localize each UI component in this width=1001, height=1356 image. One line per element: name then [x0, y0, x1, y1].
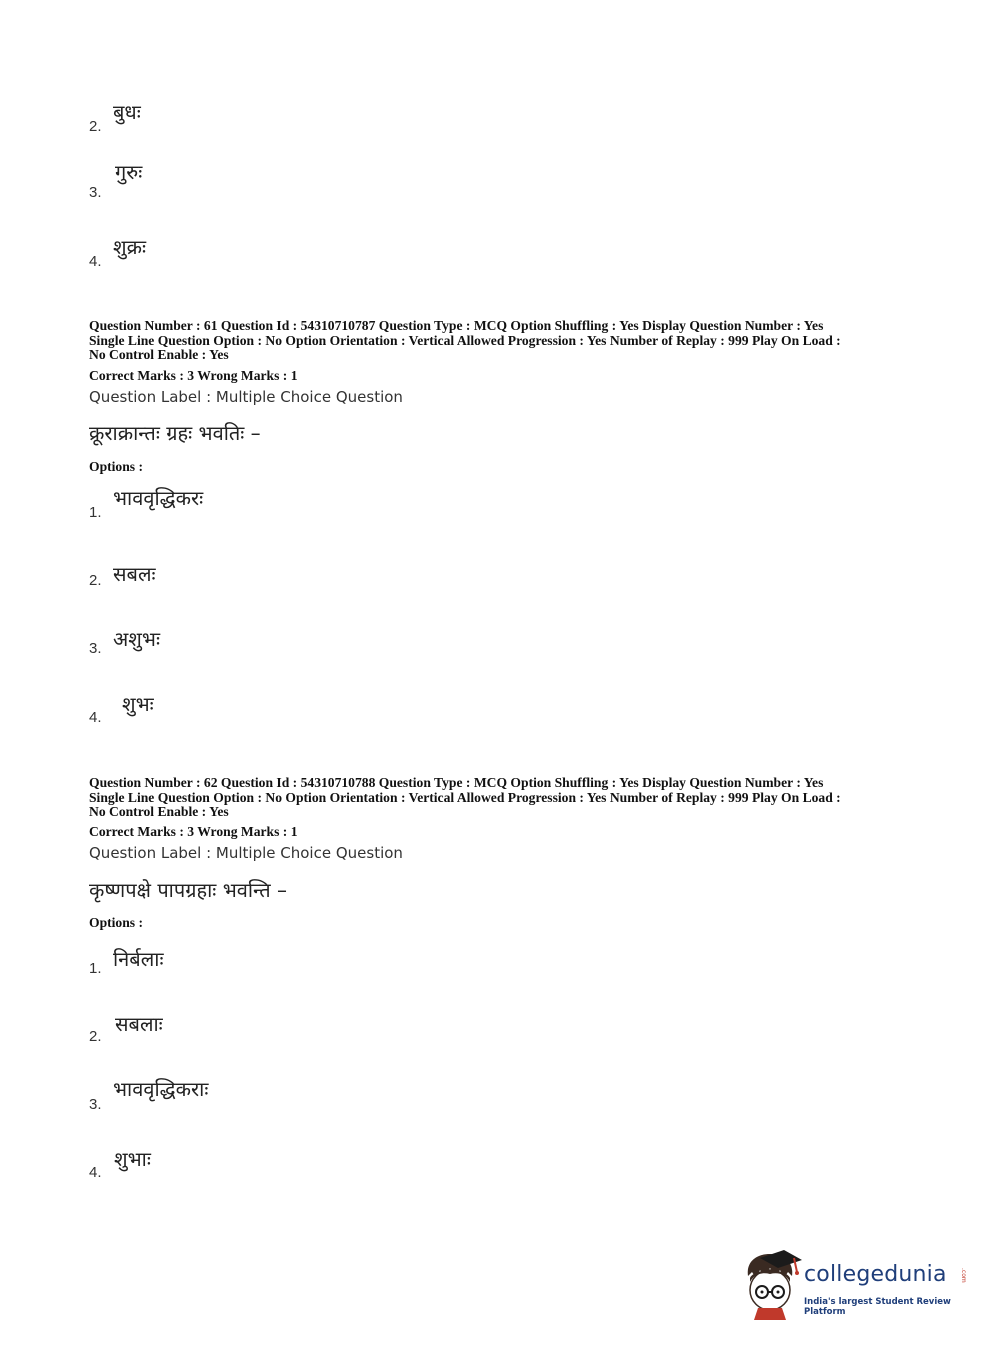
collegedunia-logo	[742, 1250, 972, 1320]
options-heading: Options :	[89, 459, 144, 474]
option-text: शुक्रः	[113, 235, 146, 259]
option-text: भाववृद्धिकराः	[113, 1077, 209, 1101]
meta-line: Single Line Question Option : No Option Orientation : Vertical Allowed Progression : Yes Number of Replay : 999 Play On Load :	[89, 789, 841, 805]
logo-wordmark: collegedunia	[804, 1262, 947, 1287]
option-item	[0, 625, 600, 685]
meta-line: No Control Enable : Yes	[89, 347, 229, 362]
question-meta	[89, 319, 919, 363]
option-item	[0, 690, 600, 750]
question-text: क्रूराक्रान्तः ग्रहः भवतिः –	[89, 421, 261, 445]
question-meta	[89, 776, 919, 820]
question-label: Question Label : Multiple Choice Question	[89, 388, 403, 406]
option-item	[0, 484, 600, 544]
option-item	[0, 1010, 600, 1070]
option-text: शुभः	[122, 692, 154, 716]
option-text: भाववृद्धिकरः	[113, 486, 204, 510]
option-item	[0, 98, 600, 158]
marks-line: Correct Marks : 3 Wrong Marks : 1	[89, 824, 298, 839]
option-text: शुभाः	[114, 1147, 151, 1171]
option-text: सबलाः	[115, 1012, 163, 1036]
option-item	[0, 158, 600, 218]
meta-line: No Control Enable : Yes	[89, 804, 229, 819]
option-number: 3.	[89, 640, 102, 657]
question-label: Question Label : Multiple Choice Question	[89, 844, 403, 862]
marks-line: Correct Marks : 3 Wrong Marks : 1	[89, 368, 298, 383]
logo-tagline: India's largest Student Review Platform	[804, 1297, 951, 1317]
option-item	[0, 233, 600, 293]
meta-line: Single Line Question Option : No Option Orientation : Vertical Allowed Progression : Yes Number of Replay : 999 Play On Load :	[89, 332, 841, 348]
option-number: 1.	[89, 960, 102, 977]
option-item	[0, 1075, 600, 1135]
meta-line: Question Number : 62 Question Id : 54310710788 Question Type : MCQ Option Shuffling : Yes Display Question Number : Yes	[89, 775, 824, 790]
option-text: निर्बलाः	[113, 947, 164, 971]
student-mascot-icon	[742, 1250, 802, 1320]
option-text: अशुभः	[113, 627, 160, 651]
option-number: 2.	[89, 572, 102, 589]
logo-domain: .com	[960, 1268, 967, 1283]
options-heading: Options :	[89, 915, 144, 930]
meta-line: Question Number : 61 Question Id : 54310710787 Question Type : MCQ Option Shuffling : Yes Display Question Number : Yes	[89, 318, 824, 333]
option-text: बुधः	[113, 100, 141, 124]
option-number: 4.	[89, 1164, 102, 1181]
option-number: 4.	[89, 709, 102, 726]
option-number: 2.	[89, 118, 102, 135]
option-item	[0, 945, 600, 1005]
option-number: 4.	[89, 253, 102, 270]
option-number: 3.	[89, 1096, 102, 1113]
option-text: गुरुः	[115, 160, 143, 184]
option-item	[0, 1145, 600, 1205]
option-number: 2.	[89, 1028, 102, 1045]
option-text: सबलः	[113, 562, 156, 586]
option-number: 1.	[89, 504, 102, 521]
question-text: कृष्णपक्षे पापग्रहाः भवन्ति –	[89, 878, 287, 902]
option-item	[0, 560, 600, 620]
option-number: 3.	[89, 184, 102, 201]
